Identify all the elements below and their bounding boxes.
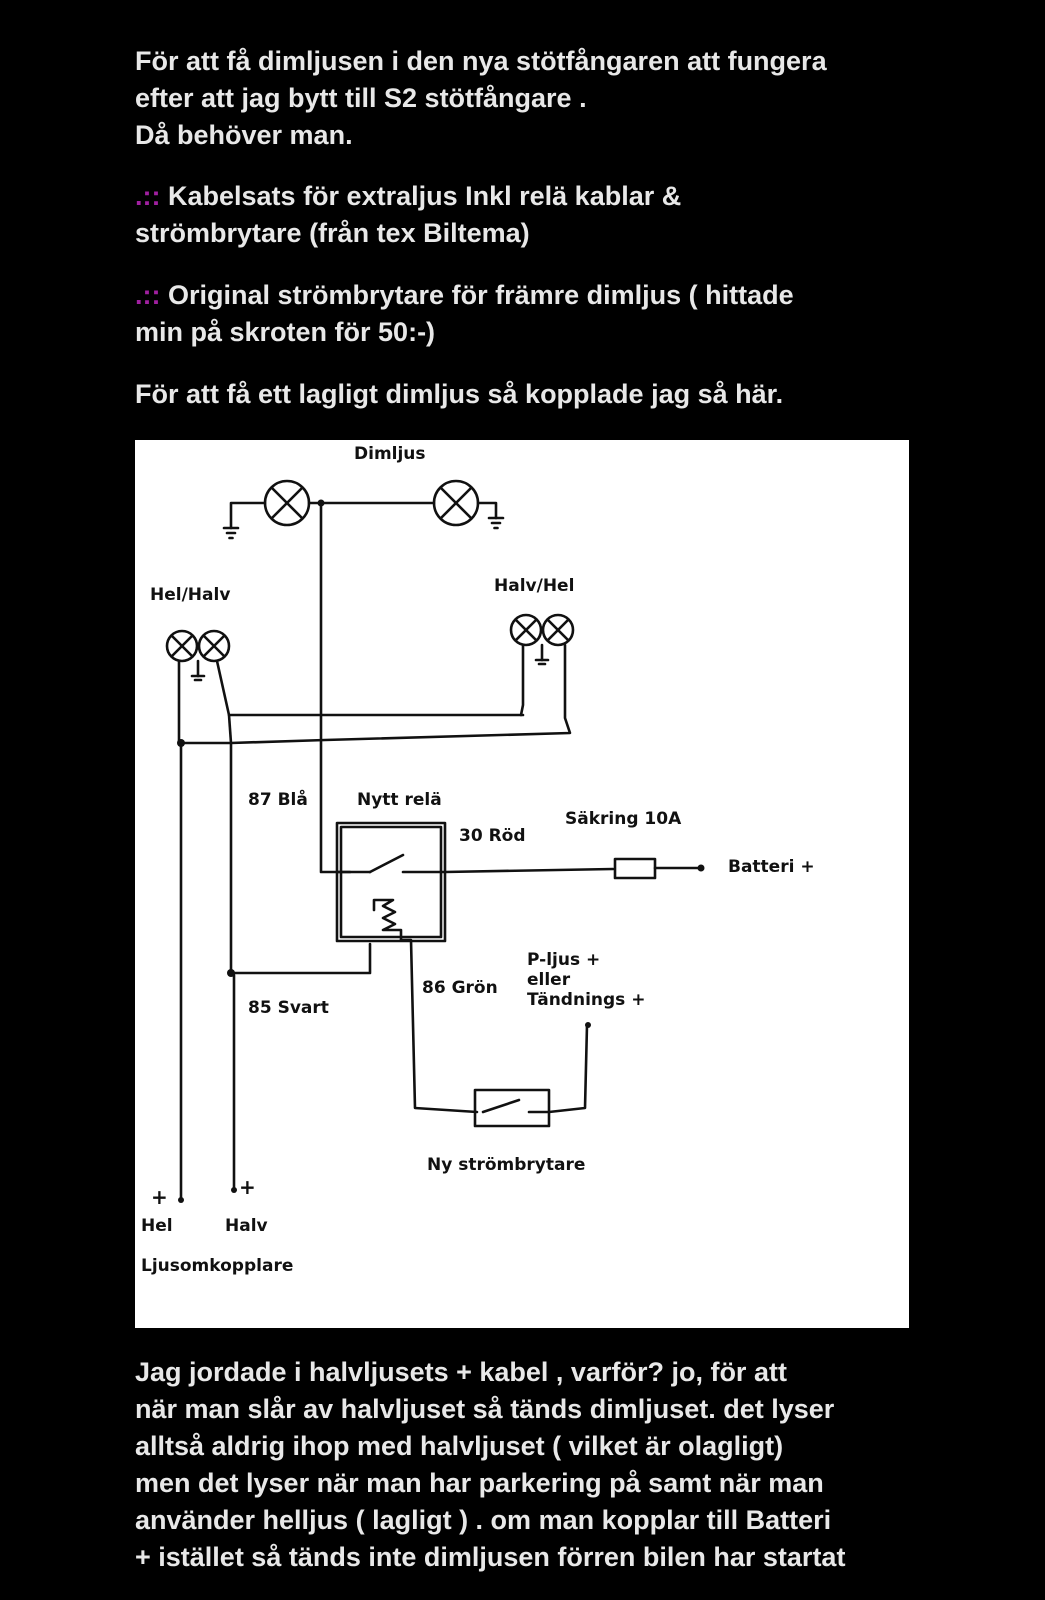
ground-icon	[224, 503, 265, 538]
outro-line-1: Jag jordade i halvljusets + kabel , varför? jo, för att	[135, 1357, 787, 1387]
outro-line-2: när man slår av halvljuset så tänds dimljuset. det lyser	[135, 1394, 835, 1424]
label-halv-hel: Halv/Hel	[494, 576, 575, 596]
list-item	[135, 277, 935, 351]
wiring-diagram	[135, 440, 909, 1328]
fuse-icon	[615, 859, 655, 878]
intro-line-2: efter att jag bytt till S2 stötfångare .	[135, 83, 587, 113]
label-switch: Ny strömbrytare	[427, 1155, 586, 1175]
outro-line-5: använder helljus ( lagligt ) . om man kopplar till Batteri	[135, 1505, 832, 1535]
label-hel-halv: Hel/Halv	[150, 585, 231, 605]
intro-line-3: Då behöver man.	[135, 120, 353, 150]
outro-line-6: + istället så tänds inte dimljusen förren bilen har startat	[135, 1542, 846, 1572]
label-fuse: Säkring 10A	[565, 809, 682, 829]
label-pljus: P-ljus +	[527, 950, 601, 970]
intro-text	[135, 43, 935, 154]
fog-lamp-right-icon	[434, 481, 478, 525]
item-2-line-1: Original strömbrytare för främre dimljus ( hittade	[168, 280, 794, 310]
outro-text	[135, 1354, 935, 1576]
label-tandnings: Tändnings +	[527, 990, 646, 1010]
bullet-marker: .::	[135, 181, 161, 211]
label-ljusomkopplare: Ljusomkopplare	[141, 1256, 294, 1276]
item-2-line-2: min på skroten för 50:-)	[135, 317, 436, 347]
fog-lamp-left-icon	[265, 481, 309, 525]
outro-line-3: alltså aldrig ihop med halvljuset ( vilket är olagligt)	[135, 1431, 784, 1461]
ground-icon	[478, 503, 503, 528]
switch-icon	[475, 1090, 549, 1126]
plus-hel: +	[151, 1185, 168, 1209]
label-dimljus: Dimljus	[354, 444, 426, 464]
label-battery: Batteri +	[728, 857, 815, 877]
bullet-marker: .::	[135, 280, 161, 310]
label-30: 30 Röd	[459, 826, 526, 846]
outro-line-4: men det lyser när man har parkering på samt när man	[135, 1468, 824, 1498]
lead-text: För att få ett lagligt dimljus så kopplade jag så här.	[135, 379, 784, 409]
item-1-line-1: Kabelsats för extraljus Inkl relä kablar &	[168, 181, 682, 211]
list-item	[135, 178, 935, 252]
label-relay: Nytt relä	[357, 790, 442, 810]
item-1-line-2: strömbrytare (från tex Biltema)	[135, 218, 530, 248]
label-hel: Hel	[141, 1216, 173, 1236]
label-86: 86 Grön	[422, 978, 498, 998]
label-85: 85 Svart	[248, 998, 329, 1018]
label-eller: eller	[527, 970, 571, 990]
label-87: 87 Blå	[248, 790, 308, 810]
relay-icon	[337, 823, 445, 941]
intro-line-1: För att få dimljusen i den nya stötfångaren att fungera	[135, 46, 827, 76]
plus-halv: +	[239, 1175, 256, 1199]
label-halv: Halv	[225, 1216, 268, 1236]
